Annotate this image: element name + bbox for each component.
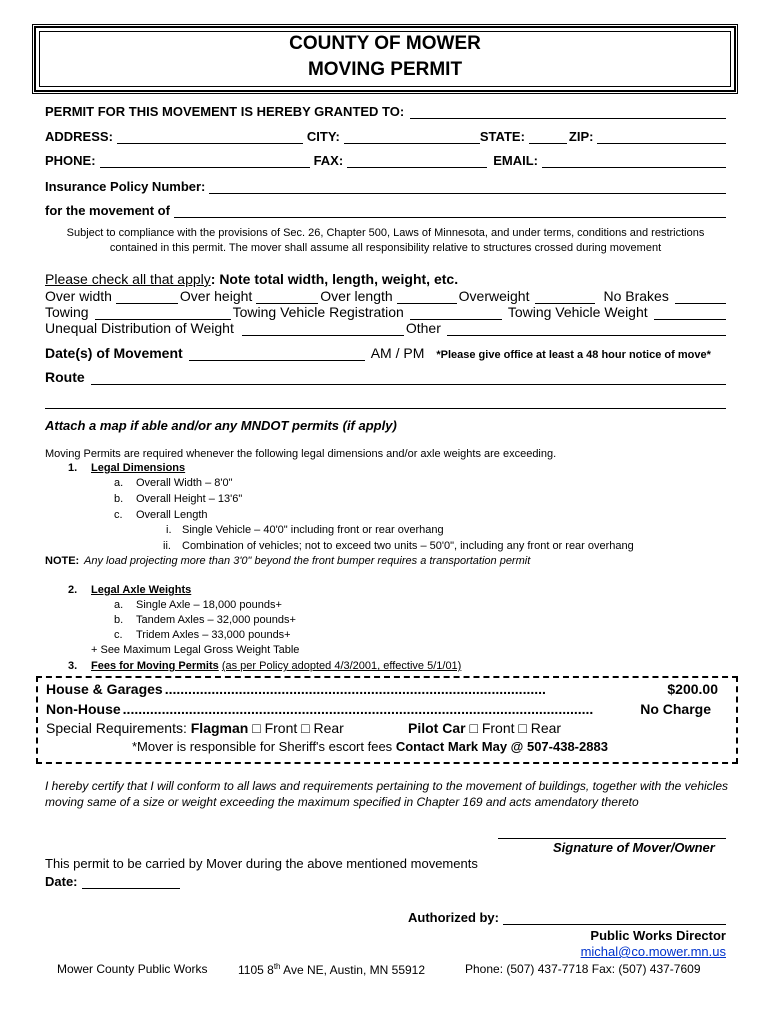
note-label: NOTE: xyxy=(45,555,80,567)
section-2-title: Legal Axle Weights xyxy=(91,584,192,596)
movement-of-field[interactable] xyxy=(174,205,726,218)
overweight-field[interactable] xyxy=(535,291,595,304)
zip-field[interactable] xyxy=(597,131,726,144)
footer-contact: Phone: (507) 437-7718 Fax: (507) 437-7609 xyxy=(465,962,701,976)
towing-label: Towing xyxy=(45,304,89,320)
other-field[interactable] xyxy=(447,323,726,336)
route-row xyxy=(45,369,726,385)
footer-address xyxy=(238,962,425,977)
overweight-label: Overweight xyxy=(458,288,530,304)
email-field[interactable] xyxy=(542,155,726,168)
section-3-number: 3. xyxy=(68,660,78,672)
am-pm-label: AM / PM xyxy=(370,345,425,361)
city-field[interactable] xyxy=(344,131,480,144)
insurance-row xyxy=(45,179,726,194)
state-field[interactable] xyxy=(529,131,567,144)
director-title: Public Works Director xyxy=(590,928,726,943)
special-requirements-row xyxy=(46,720,344,736)
item-1b-letter: b. xyxy=(114,493,124,505)
no-brakes-field[interactable] xyxy=(675,291,726,304)
section-2-number: 2. xyxy=(68,584,78,596)
date-field[interactable] xyxy=(82,876,180,889)
section-1-title: Legal Dimensions xyxy=(91,462,186,474)
nonhouse-value: No Charge xyxy=(640,701,711,717)
footer-address-post: Ave NE, Austin, MN 55912 xyxy=(280,963,426,977)
date-label: Date: xyxy=(45,874,78,889)
zip-label: ZIP: xyxy=(568,129,594,144)
note-text: Any load projecting more than 3'0" beyond the front bumper requires a transportation permit xyxy=(84,555,531,567)
house-value: $200.00 xyxy=(667,681,718,697)
insurance-label: Insurance Policy Number: xyxy=(45,179,206,194)
section-1-number: 1. xyxy=(68,462,78,474)
email-link[interactable]: michal@co.mower.mn.us xyxy=(580,944,726,959)
date-row xyxy=(45,874,245,889)
nonhouse-label: Non-House xyxy=(46,701,121,717)
item-1c-i-text: Single Vehicle – 40'0" including front or rear overhang xyxy=(182,524,444,536)
special-label: Special Requirements: xyxy=(46,720,187,736)
item-2b-letter: b. xyxy=(114,614,124,626)
granted-to-label: PERMIT FOR THIS MOVEMENT IS HEREBY GRANTED TO: xyxy=(45,104,405,119)
signature-label: Signature of Mover/Owner xyxy=(553,840,715,855)
footer-org: Mower County Public Works xyxy=(57,962,208,976)
check-suffix: : Note total width, length, weight, etc. xyxy=(210,271,459,287)
item-2c-text: Tridem Axles – 33,000 pounds+ xyxy=(136,629,291,641)
email-label: EMAIL: xyxy=(493,153,538,168)
check-row-1 xyxy=(45,288,726,304)
address-row xyxy=(45,129,726,144)
carried-text: This permit to be carried by Mover during the above mentioned movements xyxy=(45,856,478,871)
route-field-2[interactable] xyxy=(45,396,726,409)
towing-weight-label: Towing Vehicle Weight xyxy=(507,304,648,320)
towing-registration-label: Towing Vehicle Registration xyxy=(232,304,404,320)
see-weight-table: + See Maximum Legal Gross Weight Table xyxy=(91,644,300,656)
check-row-3 xyxy=(45,320,726,336)
dates-field[interactable] xyxy=(189,348,365,361)
towing-registration-field[interactable] xyxy=(410,307,502,320)
fax-label: FAX: xyxy=(313,153,344,168)
check-header-row xyxy=(45,271,726,287)
granted-to-field[interactable] xyxy=(410,106,726,119)
phone-field[interactable] xyxy=(100,155,310,168)
item-2a-text: Single Axle – 18,000 pounds+ xyxy=(136,599,282,611)
over-height-field[interactable] xyxy=(256,291,318,304)
address-field[interactable] xyxy=(117,131,303,144)
phone-label: PHONE: xyxy=(45,153,96,168)
item-1a-text: Overall Width – 8'0" xyxy=(136,477,233,489)
county-title: COUNTY OF MOWER xyxy=(289,33,481,54)
section-3-policy: (as per Policy adopted 4/3/2001, effective 5/1/01) xyxy=(221,660,462,672)
other-label: Other xyxy=(405,320,441,336)
item-1b-text: Overall Height – 13'6" xyxy=(136,493,243,505)
email-link-wrap xyxy=(500,944,726,959)
unequal-weight-field[interactable] xyxy=(242,323,404,336)
house-dots: .................................................................................................. xyxy=(164,681,546,697)
section-3-title: Fees for Moving Permits xyxy=(91,660,219,672)
over-height-label: Over height xyxy=(179,288,253,304)
flagman-label: Flagman xyxy=(190,720,249,736)
pilot-car-row xyxy=(408,720,561,736)
route-row-2 xyxy=(45,396,726,409)
item-2c-letter: c. xyxy=(114,629,123,641)
dates-label: Date(s) of Movement xyxy=(45,345,183,361)
authorized-label: Authorized by: xyxy=(408,910,499,925)
item-2a-letter: a. xyxy=(114,599,124,611)
item-1c-i-numeral: i. xyxy=(166,524,172,536)
item-1c-ii-text: Combination of vehicles; not to exceed two units – 50'0", including any front or rear overhang xyxy=(182,540,634,552)
item-1c-text: Overall Length xyxy=(136,509,208,521)
check-prefix: Please check all that apply xyxy=(45,271,211,287)
footer-address-pre: 1105 8 xyxy=(238,963,274,977)
compliance-text: Subject to compliance with the provisions of Sec. 26, Chapter 500, Laws of Minnesota, and under terms, conditions and restrictions contained in this permit. The mover shall assume all responsibility relative to structures crossed during movement xyxy=(66,227,705,254)
movement-of-row xyxy=(45,203,726,218)
attach-map-text: Attach a map if able and/or any MNDOT permits (if apply) xyxy=(45,418,397,433)
over-width-label: Over width xyxy=(45,288,112,304)
authorized-field[interactable] xyxy=(503,912,726,925)
section-3-heading xyxy=(91,660,461,672)
check-row-2 xyxy=(45,304,726,320)
state-label: STATE: xyxy=(479,129,525,144)
sheriff-row xyxy=(132,739,608,754)
house-fee-row xyxy=(46,681,718,697)
no-brakes-label: No Brakes xyxy=(603,288,669,304)
item-1c-ii-numeral: ii. xyxy=(163,540,171,552)
item-1a-letter: a. xyxy=(114,477,124,489)
fax-field[interactable] xyxy=(347,155,487,168)
authorized-row xyxy=(408,910,726,925)
towing-field[interactable] xyxy=(95,307,231,320)
address-label: ADDRESS: xyxy=(45,129,113,144)
certification-text: I hereby certify that I will conform to all laws and requirements pertaining to the movement of buildings, together with the vehicles moving same of a size or weight exceeding the maximum specified in Chapter 169 and acts amendatory thereto xyxy=(45,779,729,809)
requirements-intro: Moving Permits are required whenever the following legal dimensions and/or axle weights are exceeding. xyxy=(45,448,557,460)
insurance-field[interactable] xyxy=(209,181,726,194)
notice-text: *Please give office at least a 48 hour notice of move* xyxy=(436,349,711,361)
over-length-field[interactable] xyxy=(397,291,457,304)
pilot-car-options[interactable]: □ Front □ Rear xyxy=(469,720,562,736)
item-1c-letter: c. xyxy=(114,509,123,521)
over-length-label: Over length xyxy=(320,288,393,304)
signature-line[interactable] xyxy=(498,826,726,839)
nonhouse-fee-row xyxy=(46,701,711,717)
route-label: Route xyxy=(45,369,85,385)
phone-row xyxy=(45,153,726,168)
route-field[interactable] xyxy=(91,372,726,385)
flagman-options[interactable]: □ Front □ Rear xyxy=(252,720,344,736)
granted-to-row xyxy=(45,104,726,119)
pilot-car-label: Pilot Car xyxy=(408,720,466,736)
towing-weight-field[interactable] xyxy=(654,307,726,320)
house-label: House & Garages xyxy=(46,681,163,697)
contact-text: Contact Mark May @ 507-438-2883 xyxy=(395,739,608,754)
item-2b-text: Tandem Axles – 32,000 pounds+ xyxy=(136,614,296,626)
nonhouse-dots: ......................................................................................................................... xyxy=(122,701,594,717)
over-width-field[interactable] xyxy=(116,291,178,304)
dates-row xyxy=(45,345,726,361)
footer-address-sup: th xyxy=(273,962,281,971)
sheriff-note: *Mover is responsible for Sheriff's escort fees xyxy=(132,739,393,754)
city-label: CITY: xyxy=(306,129,340,144)
unequal-weight-label: Unequal Distribution of Weight xyxy=(45,320,234,336)
title-box xyxy=(32,24,738,94)
movement-of-label: for the movement of xyxy=(45,203,170,218)
permit-title: MOVING PERMIT xyxy=(307,59,463,80)
